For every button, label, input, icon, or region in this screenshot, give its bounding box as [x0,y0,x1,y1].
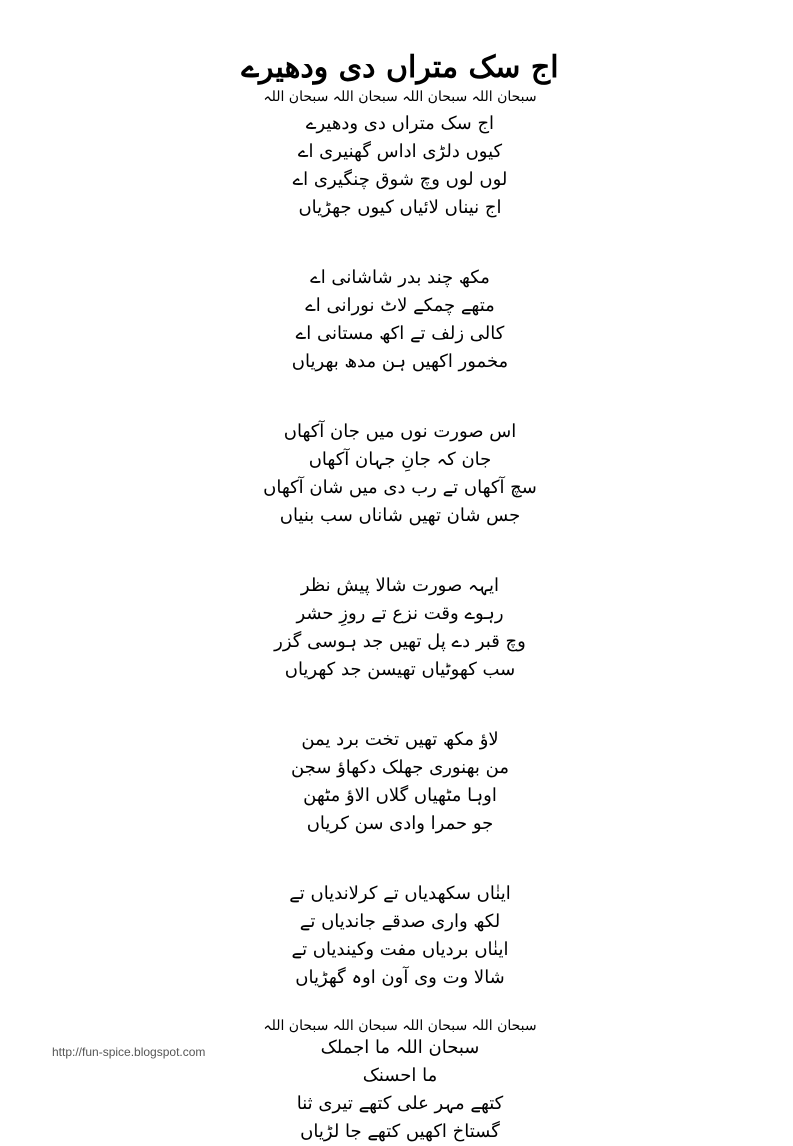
stanza-1 [200,110,600,222]
stanza-4 [200,572,600,684]
stanza-7 [200,1034,600,1146]
poem-subhead: سبحان اللہ سبحان اللہ سبحان اللہ سبحان اللہ [263,89,537,105]
verse-line: لاؤ مکھ تھیں تخت برد یمن [301,729,499,750]
poem [200,48,600,1146]
stanza-6 [200,880,600,992]
closing-line: سبحان اللہ سبحان اللہ سبحان اللہ سبحان اللہ [263,1018,537,1034]
stanza-gap [200,684,600,726]
verse-line: ما احسنک [362,1065,438,1086]
verse-line: مکھ چند بدر شاشانی اے [310,267,490,288]
verse-line: جس شان تھیں شاناں سب بنیاں [279,505,521,526]
verse-line: گستاخ اکھیں کتھے جا لڑیاں [300,1121,500,1142]
verse-line: سب کھوٹیاں تھیسن جد کھریاں [284,659,516,680]
verse-line: کیوں دلڑی اداس گھنیری اے [297,141,503,162]
verse-line: من بھنوری جھلک دکھاؤ سجن [290,757,509,778]
verse-line: کالی زلف تے اکھ مستانی اے [295,323,505,344]
stanza-gap [200,530,600,572]
stanza-gap [200,222,600,264]
stanza-3 [200,418,600,530]
poem-title: اج سک متراں دی ودھیرے [241,50,559,85]
verse-line: اوہا مٹھیاں گلاں الاؤ مٹھن [303,785,497,806]
verse-line: اج سک متراں دی ودھیرے [305,113,495,134]
verse-line: اس صورت نوں میں جان آکھاں [283,421,517,442]
verse-line: اج نیناں لائیاں کیوں جھڑیاں [298,197,502,218]
verse-line: سبحان اللہ ما اجملک [320,1037,480,1058]
verse-line: شالا وت وی آون اوہ گھڑیاں [295,967,505,988]
verse-line: سچ آکھاں تے رب دی میں شان آکھاں [263,477,537,498]
verse-line: کتھے مہر علی کتھے تیری ثنا [296,1093,504,1114]
verse-line: لوں لوں وچ شوق چنگیری اے [292,169,508,190]
verse-line: رہوے وقت نزع تے روزِ حشر [296,603,504,624]
verse-line: لکھ واری صدقے جاندیاں تے [299,911,501,932]
verse-line: اینٰاں سکھدیاں تے کرلاندیاں تے [289,883,511,904]
stanza-5 [200,726,600,838]
stanza-gap [200,838,600,880]
verse-line: ایہہ صورت شالا پیش نظر [300,575,500,596]
verse-line: متھے چمکے لاٹ نورانی اے [305,295,495,316]
verse-line: وچ قبر دے پل تھیں جد ہوسی گزر [274,631,526,652]
verse-line: جو حمرا وادی سن کریاں [306,813,494,834]
verse-line: مخمور اکھیں ہن مدھ بھریاں [291,351,509,372]
verse-line: اینٰاں بردیاں مفت وکیندیاں تے [291,939,509,960]
verse-line: جان کہ جانِ جہان آکھاں [308,449,492,470]
source-url: http://fun-spice.blogspot.com [52,1045,206,1059]
stanza-2 [200,264,600,376]
stanza-gap [200,376,600,418]
